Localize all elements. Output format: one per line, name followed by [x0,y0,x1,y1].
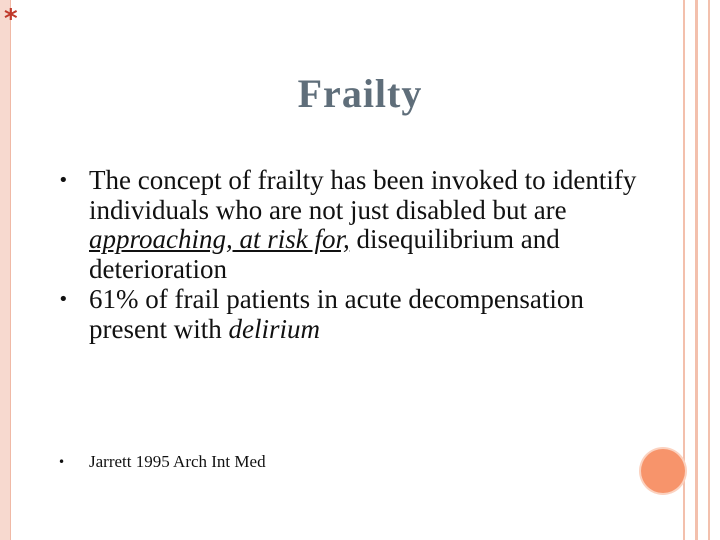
bullet-dot-icon: • [58,170,69,191]
bullet-text: 61% of frail patients in acute decompensation present with [89,284,584,344]
bullet-list [58,166,658,344]
decorative-circle-icon [641,449,685,493]
bullet-item [58,166,658,284]
slide-title: Frailty [297,71,423,116]
right-border-line [708,0,710,540]
right-border-line [695,0,698,540]
bullet-text: The concept of frailty has been invoked to identify individuals who are not just disabled but are [89,165,637,225]
bullet-text: disequilibrium and deterioration [89,224,560,284]
left-border-line [10,0,11,540]
reference-citation [58,451,266,473]
bullet-dot-icon: • [58,455,66,469]
left-border-strip [0,0,10,540]
reference-text: Jarrett 1995 Arch Int Med [89,452,266,471]
bullet-emphasis: approaching, at risk for, [89,224,350,254]
bullet-emphasis: delirium [228,313,320,344]
bullet-item [58,285,658,344]
right-border-line [683,0,685,540]
bullet-dot-icon: • [58,289,69,310]
asterisk-icon: * [4,4,18,34]
